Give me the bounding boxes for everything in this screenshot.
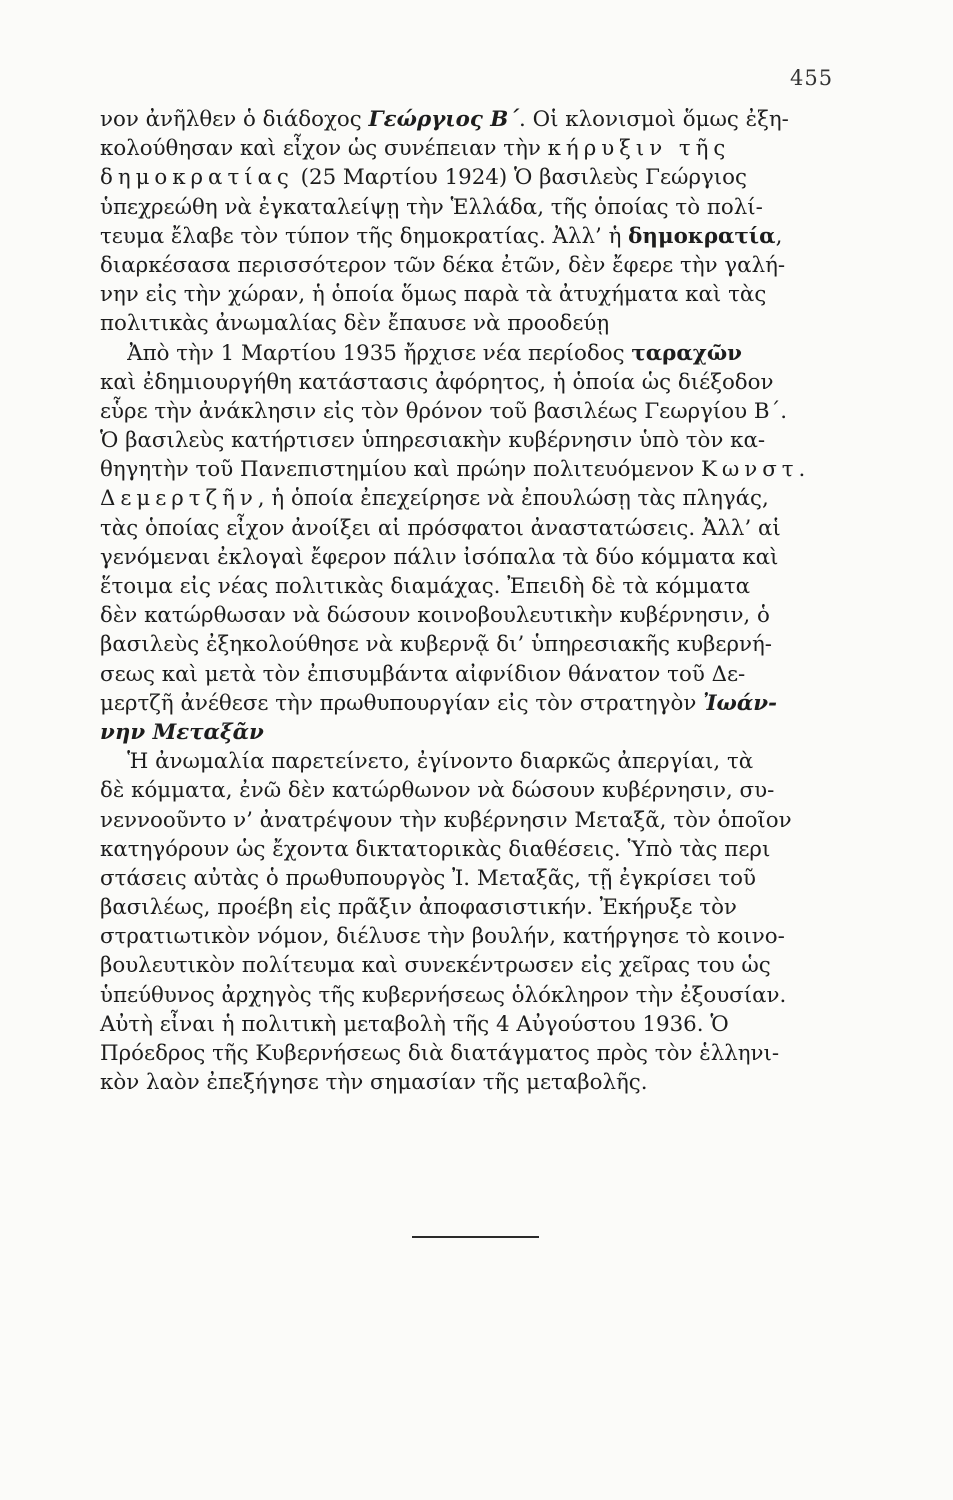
text-run: Πρόεδρος τῆς Κυβερνήσεως διὰ διατάγματος πρὸς τὸν ἑλληνι- — [100, 1041, 780, 1066]
text-line — [100, 689, 855, 718]
text-run: πολιτικὰς ἀνωμαλίας δὲν ἔπαυσε νὰ προοδεύῃ — [100, 311, 610, 337]
text-run: βασιλέως, προέβη εἰς πρᾶξιν ἀποφασιστικήν. Ἐκήρυξε τὸν — [100, 895, 737, 921]
text-run: Ἀπὸ τὴν 1 Μαρτίου 1935 ἤρχισε νέα περίοδος — [100, 340, 632, 366]
text-run: μερτζῆ ἀνέθεσε τὴν πρωθυπουργίαν εἰς τὸν στρατηγὸν — [100, 690, 704, 716]
text-run: (25 Μαρτίου 1924) Ὁ βασιλεὺς Γεώργιος — [293, 165, 747, 191]
text-line — [100, 105, 855, 134]
text-line — [100, 951, 855, 980]
text-run: νεννοοῦντο ν’ ἀνατρέψουν τὴν κυβέρνησιν Μεταξᾶ, τὸν ὁποῖον — [100, 807, 792, 833]
text-run: Αὐτὴ εἶναι ἡ πολιτικὴ μεταβολὴ τῆς 4 Αὐγούστου 1936. Ὁ — [100, 1011, 729, 1037]
text-line — [100, 514, 855, 543]
text-line — [100, 835, 855, 864]
text-run: , ἡ ὁποία ἐπεχείρησε νὰ ἐπουλώσῃ τὰς πληγάς, — [257, 486, 769, 512]
text-line — [100, 280, 855, 309]
text-run: . Οἱ κλονισμοὶ ὅμως ἐξη- — [519, 107, 789, 132]
body-text — [100, 105, 860, 1097]
text-line — [100, 251, 855, 280]
text-line — [100, 455, 855, 484]
text-line — [100, 309, 855, 338]
text-run: κὸν λαὸν ἐπεξήγησε τὴν σημασίαν τῆς μεταβολῆς. — [100, 1070, 648, 1096]
text-run: ὑπεύθυνος ἀρχηγὸς τῆς κυβερνήσεως ὁλόκληρον τὴν ἐξουσίαν. — [100, 982, 787, 1008]
text-line — [100, 163, 855, 192]
text-line — [100, 1010, 855, 1039]
text-line — [100, 368, 855, 397]
text-line — [100, 397, 855, 426]
text-run: Κωνστ. — [700, 457, 811, 483]
text-run: στάσεις αὐτὰς ὁ πρωθυπουργὸς Ἰ. Μεταξᾶς, τῇ ἐγκρίσει τοῦ — [100, 865, 757, 891]
text-run: γενόμεναι ἐκλογαὶ ἔφερον πάλιν ἰσόπαλα τὰ δύο κόμματα καὶ — [100, 544, 779, 570]
text-line — [100, 806, 855, 835]
text-run: τὰς ὁποίας εἶχον ἀνοίξει αἱ πρόσφατοι ἀναστατώσεις. Ἀλλ’ αἱ — [100, 515, 781, 541]
text-run: βασιλεὺς ἐξηκολούθησε νὰ κυβερνᾷ δι’ ὑπηρεσιακῆς κυβερνή- — [100, 632, 773, 658]
text-run: ὑπεχρεώθη νὰ ἐγκαταλείψῃ τὴν Ἑλλάδα, τῆς ὁποίας τὸ πολί- — [100, 194, 763, 220]
text-run: κολούθησαν καὶ εἶχον ὡς συνέπειαν τὴν — [100, 136, 548, 162]
text-line — [100, 543, 855, 572]
text-line — [100, 1068, 855, 1097]
text-run: τευμα ἔλαβε τὸν τύπον τῆς δημοκρατίας. Ἀλλ’ ἡ — [100, 223, 629, 249]
text-run: νην Μεταξᾶν — [100, 719, 264, 745]
text-run: , — [775, 223, 783, 249]
text-run: δημοκρατία — [628, 223, 776, 249]
text-line — [100, 981, 855, 1010]
text-run: Ὁ βασιλεὺς κατήρτισεν ὑπηρεσιακὴν κυβέρνησιν ὑπὸ τὸν κα- — [100, 428, 766, 454]
text-run: κατηγόρουν ὡς ἔχοντα δικτατορικὰς διαθέσεις. Ὑπὸ τὰς περι — [100, 836, 771, 862]
text-line — [100, 222, 855, 251]
text-line — [100, 747, 855, 776]
text-line — [100, 572, 855, 601]
text-run: Δεμερτζῆν — [100, 486, 258, 512]
text-line — [100, 718, 855, 747]
text-line — [100, 426, 855, 455]
text-line — [100, 893, 855, 922]
text-run: στρατιωτικὸν νόμον, διέλυσε τὴν βουλήν, κατήργησε τὸ κοινο- — [100, 924, 785, 950]
text-run: θηγητὴν τοῦ Πανεπιστημίου καὶ πρώην πολιτευόμενον — [100, 457, 701, 483]
text-run: διαρκέσασα περισσότερον τῶν δέκα ἐτῶν, δὲν ἔφερε τὴν γαλή- — [100, 252, 786, 278]
text-run: δημοκρατίας — [100, 165, 294, 191]
text-run: ταραχῶν — [631, 340, 742, 366]
text-line — [100, 922, 855, 951]
text-line — [100, 1039, 855, 1068]
text-line — [100, 776, 855, 805]
section-divider — [412, 1236, 539, 1238]
text-line — [100, 630, 855, 659]
text-line — [100, 601, 855, 630]
text-line — [100, 864, 855, 893]
text-run: Γεώργιος Β΄ — [368, 107, 520, 132]
text-run: Ἰωάν- — [703, 690, 777, 716]
text-run: βουλευτικὸν πολίτευμα καὶ συνεκέντρωσεν εἰς χεῖρας του ὡς — [100, 953, 771, 979]
text-run: δὲ κόμματα, ἐνῶ δὲν κατώρθωνον νὰ δώσουν κυβέρνησιν, συ- — [100, 778, 775, 804]
text-run: κήρυξιν τῆς — [547, 136, 731, 162]
text-run: καὶ ἐδημιουργήθη κατάστασις ἀφόρητος, ἡ ὁποία ὡς διέξοδον — [100, 369, 774, 395]
text-run: Ἡ ἀνωμαλία παρετείνετο, ἐγίνοντο διαρκῶς ἀπεργίαι, τὰ — [100, 749, 754, 775]
page-number: 455 — [790, 66, 834, 90]
text-line — [100, 134, 855, 163]
text-run: δὲν κατώρθωσαν νὰ δώσουν κοινοβουλευτικὴν κυβέρνησιν, ὁ — [100, 603, 770, 629]
text-line — [100, 484, 855, 513]
text-run: νην εἰς τὴν χώραν, ἡ ὁποία ὅμως παρὰ τὰ ἀτυχήματα καὶ τὰς — [100, 282, 767, 308]
text-run: νον ἀνῆλθεν ὁ διάδοχος — [100, 107, 369, 132]
text-line — [100, 339, 855, 368]
text-run: ἕτοιμα εἰς νέας πολιτικὰς διαμάχας. Ἐπειδὴ δὲ τὰ κόμματα — [100, 574, 751, 599]
text-line — [100, 660, 855, 689]
text-line — [100, 193, 855, 222]
text-run: σεως καὶ μετὰ τὸν ἐπισυμβάντα αἰφνίδιον θάνατον τοῦ Δε- — [100, 661, 746, 687]
text-run: εὗρε τὴν ἀνάκλησιν εἰς τὸν θρόνον τοῦ βασιλέως Γεωργίου Β΄. — [100, 398, 788, 424]
